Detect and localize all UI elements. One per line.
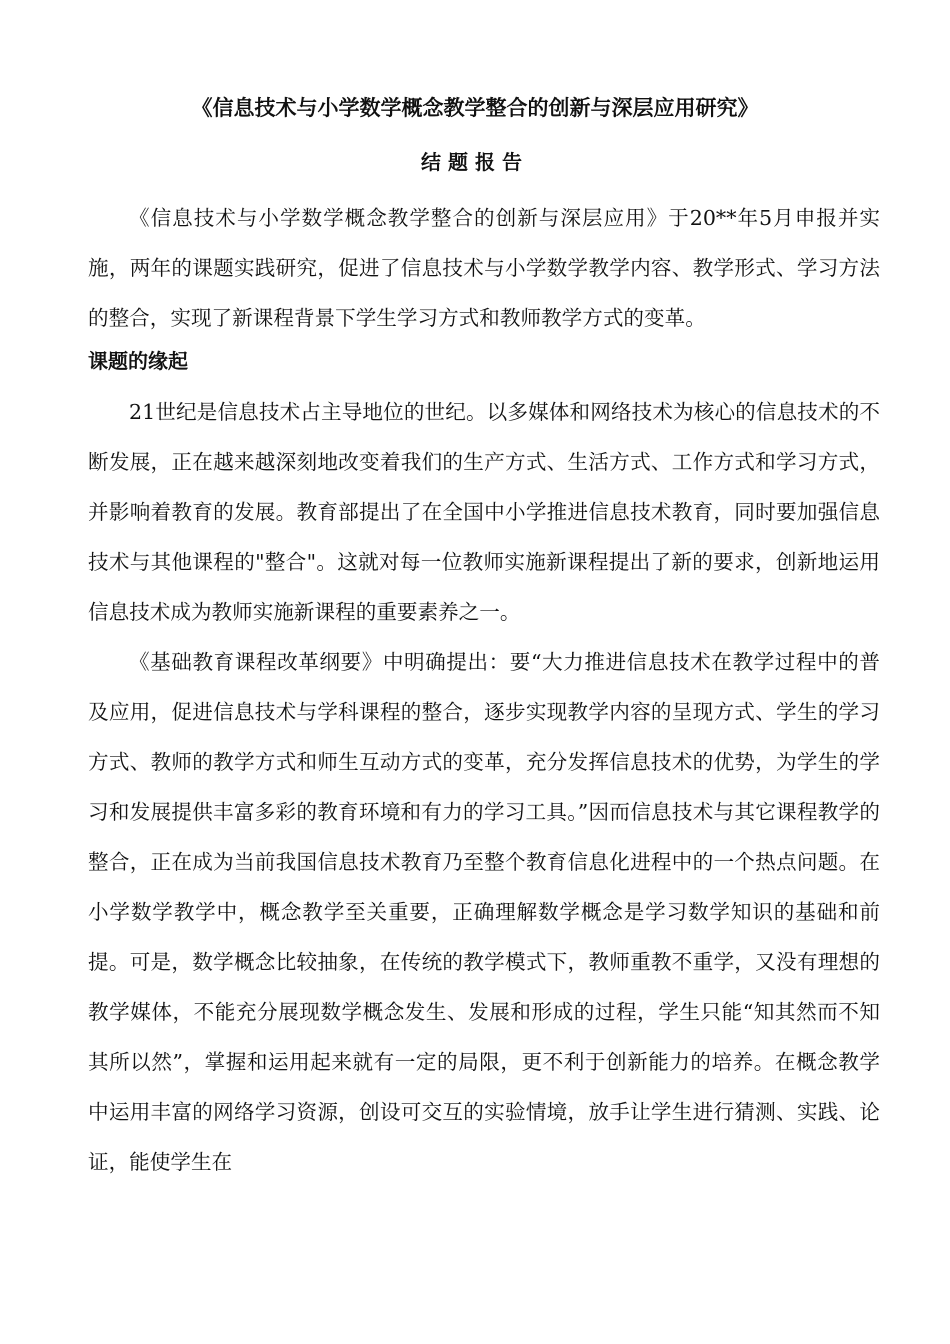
section-heading: 课题的缘起 [88,349,188,373]
document-subtitle: 结题报告 [421,150,529,174]
body-paragraph: 21世纪是信息技术占主导地位的世纪。以多媒体和网络技术为核心的信息技术的不断发展，正在越来越深刻地改变着我们的生产方式、生活方式、工作方式和学习方式，并影响着教育的发展。教育部提出了在全国中小学推进信息技术教育，同时要加强信息技术与其他课程的"整合"。这就对每一位教师实施新课程提出了新的要求，创新地运用信息技术成为教师实施新课程的重要素养之一。 [88,400,880,624]
intro-paragraph: 《信息技术与小学数学概念教学整合的创新与深层应用》于20**年5月申报并实施，两年的课题实践研究，促进了信息技术与小学数学教学内容、教学形式、学习方法的整合，实现了新课程背景下学生学习方式和教师教学方式的变革。 [88,206,880,330]
body-paragraph: 《基础教育课程改革纲要》中明确提出：要“大力推进信息技术在教学过程中的普及应用，促进信息技术与学科课程的整合，逐步实现教学内容的呈现方式、学生的学习方式、教师的教学方式和师生互动方式的变革，充分发挥信息技术的优势，为学生的学习和发展提供丰富多彩的教育环境和有力的学习工具。”因而信息技术与其它课程教学的整合，正在成为当前我国信息技术教育乃至整个教育信息化进程中的一个热点问题。在小学数学教学中，概念教学至关重要，正确理解数学概念是学习数学知识的基础和前提。可是，数学概念比较抽象，在传统的教学模式下，教师重教不重学，又没有理想的教学媒体，不能充分展现数学概念发生、发展和形成的过程，学生只能“知其然而不知其所以然”，掌握和运用起来就有一定的局限，更不利于创新能力的培养。在概念教学中运用丰富的网络学习资源，创设可交互的实验情境，放手让学生进行猜测、实践、论证，能使学生在 [88,650,880,1174]
document-title: 《信息技术与小学数学概念教学整合的创新与深层应用研究》 [191,96,759,120]
